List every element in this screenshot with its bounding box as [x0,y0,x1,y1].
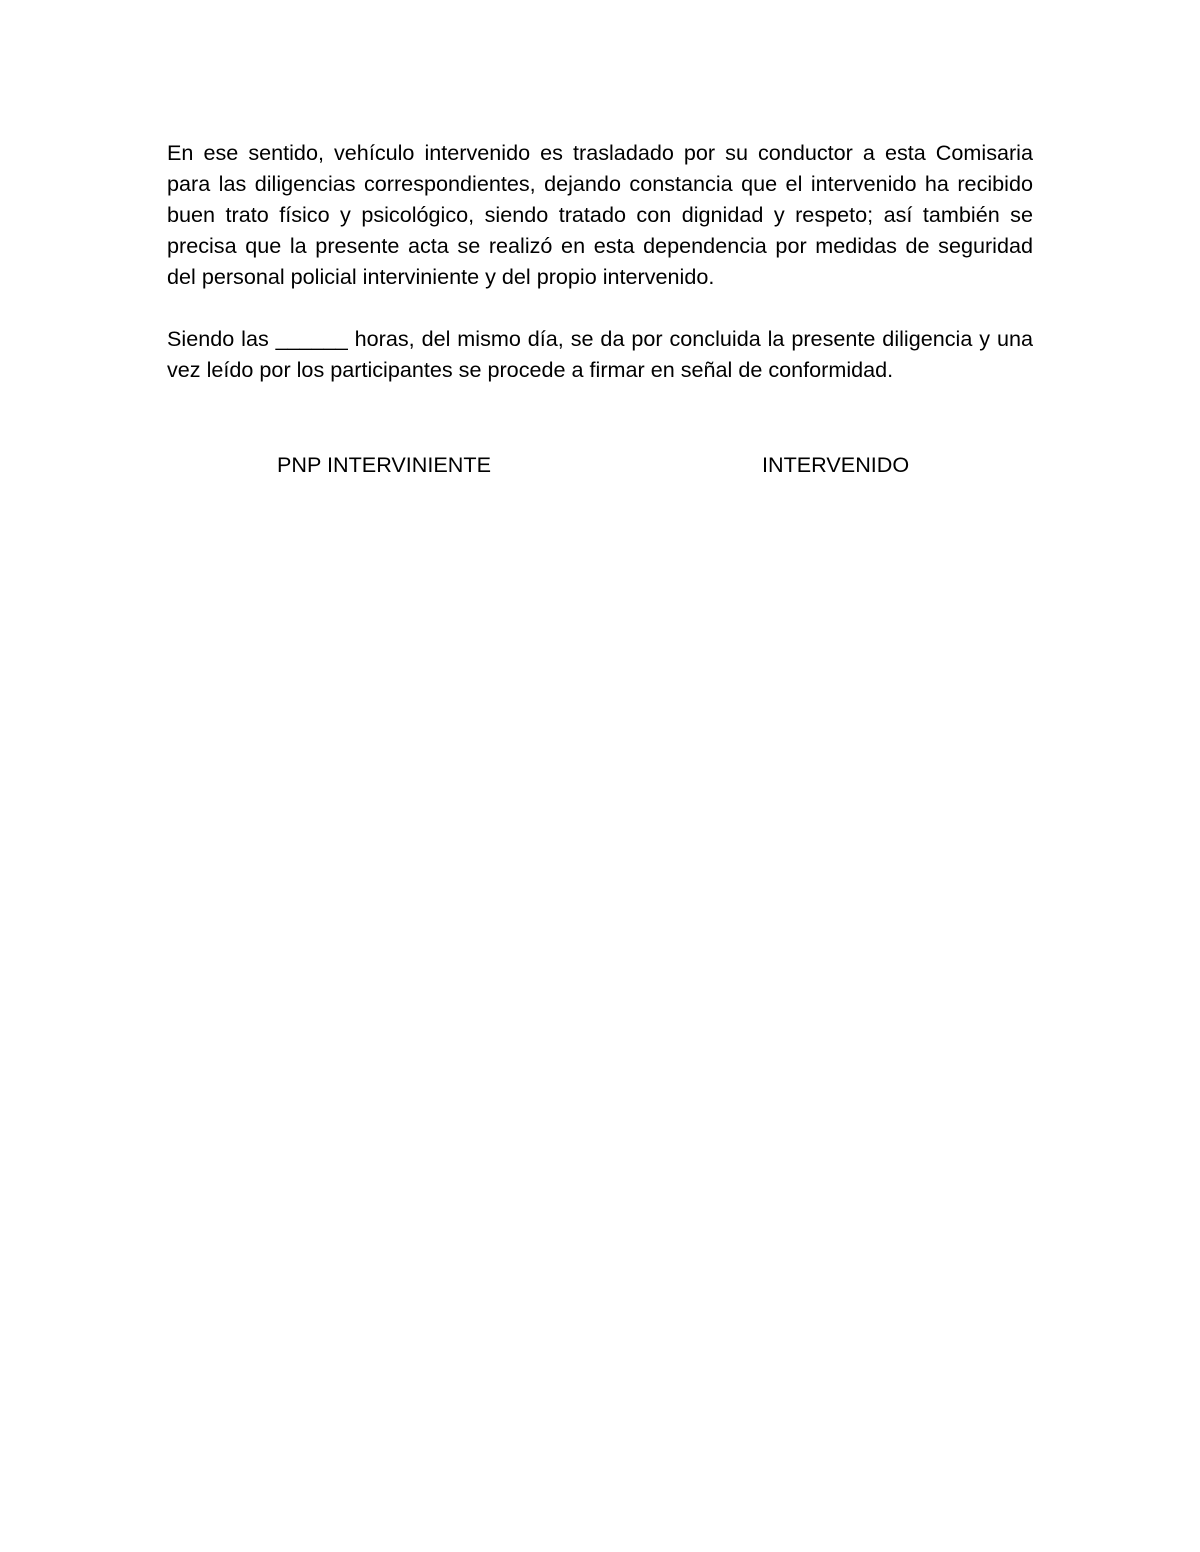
signature-label-intervenido: INTERVENIDO [762,452,910,477]
paragraph-transfer-statement: En ese sentido, vehículo intervenido es trasladado por su conductor a esta Comisaria para las diligencias correspondientes, dejando constancia que el intervenido ha recibido buen trato físico y psicológico, siendo tratado con dignidad y respeto; así también se precisa que la presente acta se realizó en esta dependencia por medidas de seguridad del personal policial interviniente y del propio intervenido. [167,140,1033,289]
signature-label-pnp-interviniente: PNP INTERVINIENTE [277,452,491,477]
paragraph-conclusion: Siendo las ______ horas, del mismo día, se da por concluida la presente diligencia y una vez leído por los participantes se procede a firmar en señal de conformidad. [167,326,1033,382]
